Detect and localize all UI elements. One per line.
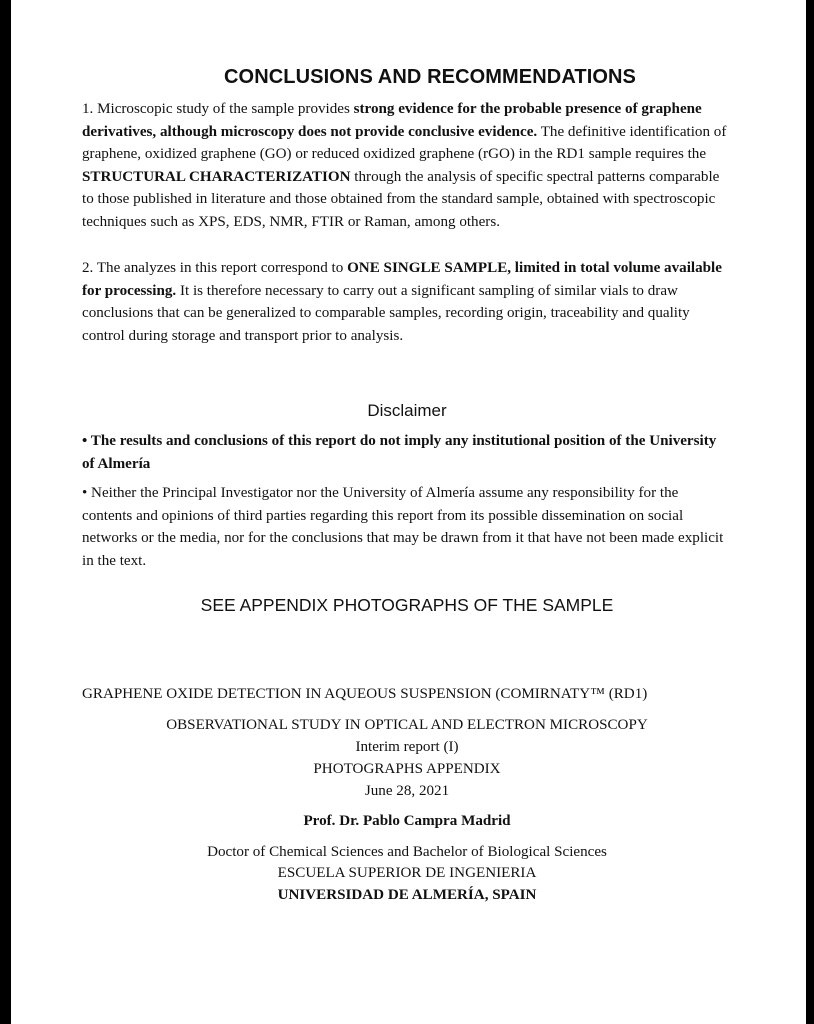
disclaimer-heading: Disclaimer: [367, 401, 447, 420]
see-appendix-heading: SEE APPENDIX PHOTOGRAPHS OF THE SAMPLE: [200, 595, 614, 615]
author-name: Prof. Dr. Pablo Campra Madrid: [303, 813, 511, 829]
disclaimer-bullet-2: • Neither the Principal Investigator nor the University of Almería assume any responsibility for the contents and opinions of third parties regarding this report from its possible dissemination on social networks or the media, nor for the conclusions that may be drawn from it that have not been made explicit in the text.: [82, 485, 724, 569]
conclusion-1-bold: strong evidence for the probable presence of graphene derivatives, although microscopy does not provide conclusive evidence.: [82, 101, 702, 140]
right-black-border: [806, 0, 814, 1024]
school-name: ESCUELA SUPERIOR DE INGENIERIA: [277, 865, 537, 881]
study-title: GRAPHENE OXIDE DETECTION IN AQUEOUS SUSPENSION (COMIRNATY™ (RD1): [82, 686, 648, 702]
conclusion-2-suffix: It is therefore necessary to carry out a significant sampling of similar vials to draw conclusions that can be generalized to comparable samples, recording origin, traceability and quality control during storage and transport prior to analysis.: [82, 282, 690, 344]
conclusion-1-middle: The definitive identification of graphene, oxidized graphene (GO) or reduced oxidized graphene (rGO) in the RD1 sample requires the: [82, 123, 727, 162]
disclaimer-bullet-1: [82, 430, 732, 475]
university-name: UNIVERSIDAD DE ALMERÍA, SPAIN: [277, 887, 537, 903]
interim-report-label: Interim report (I): [355, 739, 459, 755]
document-page: [11, 0, 806, 1024]
conclusion-1-suffix: through the analysis of specific spectral patterns comparable to those published in literature and those obtained from the standard sample, obtained with spectroscopic techniques such as XPS, EDS, NMR, FTIR or Raman, among others.: [82, 168, 720, 230]
conclusion-2-prefix: 2. The analyzes in this report correspond to: [82, 260, 348, 276]
photographs-appendix-label: PHOTOGRAPHS APPENDIX: [313, 761, 501, 777]
conclusion-paragraph-1: [82, 98, 732, 233]
report-date: June 28, 2021: [364, 783, 450, 799]
conclusion-1-prefix: 1. Microscopic study of the sample provides: [82, 101, 354, 117]
study-subtitle: OBSERVATIONAL STUDY IN OPTICAL AND ELECTRON MICROSCOPY: [166, 717, 648, 733]
conclusion-2-bold: ONE SINGLE SAMPLE, limited in total volume available for processing.: [82, 260, 722, 299]
disclaimer-bullet-1-text: • The results and conclusions of this report do not imply any institutional position of the University of Almería: [82, 433, 717, 472]
conclusion-paragraph-2: [82, 257, 732, 347]
left-black-border: [0, 0, 11, 1024]
conclusion-1-bold2: STRUCTURAL CHARACTERIZATION: [82, 168, 351, 185]
section-title: CONCLUSIONS AND RECOMMENDATIONS: [224, 66, 636, 88]
author-degree: Doctor of Chemical Sciences and Bachelor of Biological Sciences: [207, 844, 607, 860]
